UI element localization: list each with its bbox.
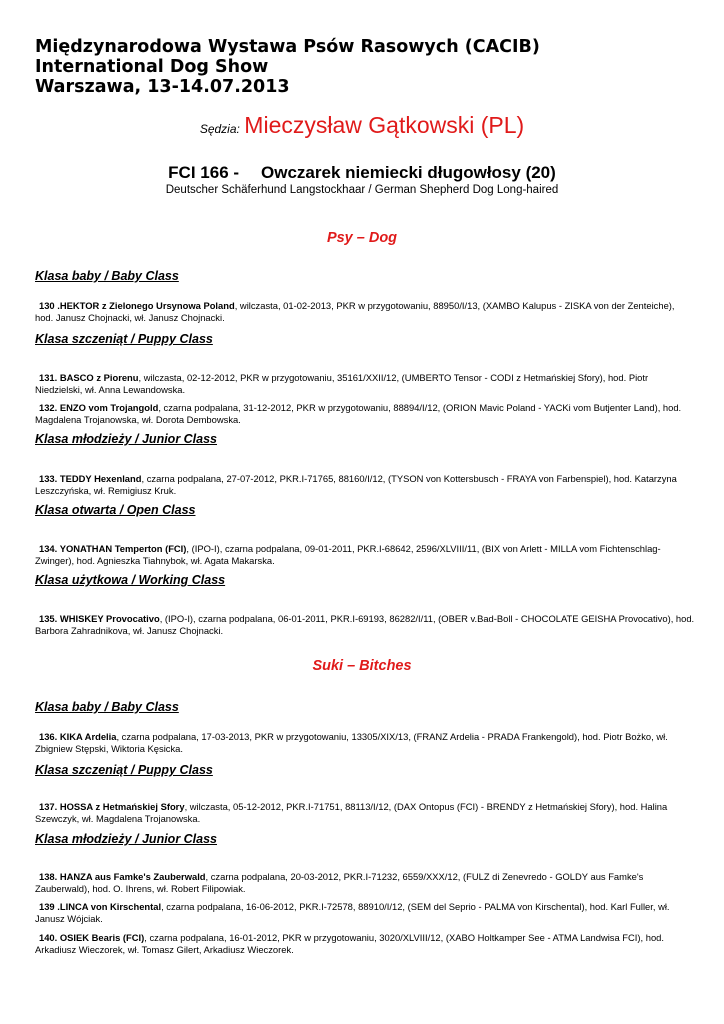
entry-details: , czarna podpalana, 31-12-2012, PKR w przygotowaniu, 88894/I/12, (ORION Mavic Poland - YACKi vom Butjenter Land), hod. Magdalena Trojanowska, wł. Dorota Dembowska. xyxy=(35,402,682,425)
section-title-dogs: Psy – Dog xyxy=(326,230,398,246)
breed-title xyxy=(0,163,724,183)
entry xyxy=(35,801,695,825)
entry-details: , (IPO-I), czarna podpalana, 09-01-2011, PKR.I-68642, 2596/XLVIII/11, (BIX von Arlett - MILLA vom Fichtenschlag-Zwinger), hod. Agnieszka Tiahnybok, wł. Agata Makarska. xyxy=(35,543,661,566)
breed-code: FCI 166 - xyxy=(168,163,240,182)
entry-details: , czarna podpalana, 20-03-2012, PKR.I-71232, 6559/XXX/12, (FULZ di Zenevredo - GOLDY aus Famke's Zauberwald), hod. O. Ihrens, wł. Robert Filipowiak. xyxy=(35,871,644,894)
entry xyxy=(35,613,695,637)
class-title: Klasa młodzieży / Junior Class xyxy=(35,432,218,446)
entry-number: 131. xyxy=(39,372,60,383)
entry xyxy=(35,543,695,567)
class-title: Klasa młodzieży / Junior Class xyxy=(35,832,218,846)
entry xyxy=(35,871,695,895)
dog-name: KIKA Ardelia xyxy=(59,731,117,742)
show-title-pl: Międzynarodowa Wystawa Psów Rasowych (CACIB) xyxy=(35,37,540,57)
class-title: Klasa szczeniąt / Puppy Class xyxy=(35,332,213,346)
entry-details: , wilczasta, 02-12-2012, PKR w przygotowaniu, 35161/XXII/12, (UMBERTO Tensor - CODI z Hetmańskiej Sfory), hod. Piotr Niedzielski, wł. Anna Lewandowska. xyxy=(35,372,649,395)
dog-name: OSIEK Bearis (FCI) xyxy=(59,932,145,943)
class-title: Klasa otwarta / Open Class xyxy=(35,503,196,517)
dog-name: HOSSA z Hetmańskiej Sfory xyxy=(59,801,185,812)
entry-details: , wilczasta, 05-12-2012, PKR.I-71751, 88113/I/12, (DAX Ontopus (FCI) - BRENDY z Hetmańskiej Sfory), hod. Halina Szewczyk, wł. Magdalena Trojanowska. xyxy=(35,801,668,824)
judge-label: Sędzia: xyxy=(199,122,240,136)
dog-name: LINCA von Kirschental xyxy=(59,901,162,912)
entry-number: 130 . xyxy=(39,300,60,311)
class-title: Klasa szczeniąt / Puppy Class xyxy=(35,763,213,777)
entry-details: , czarna podpalana, 16-01-2012, PKR w przygotowaniu, 3020/XLVIII/12, (XABO Holtkamper See - ATMA Landwisa FCI), hod. Arkadiusz Wieczorek, wł. Tomasz Gilert, Arkadiusz Wieczorek. xyxy=(35,932,664,955)
entry xyxy=(35,402,695,426)
entry xyxy=(35,731,695,755)
entry-number: 139 . xyxy=(39,901,60,912)
entry-number: 134. xyxy=(39,543,60,554)
entry xyxy=(35,300,695,324)
dog-name: TEDDY Hexenland xyxy=(59,473,142,484)
entry-details: , czarna podpalana, 16-06-2012, PKR.I-72578, 88910/I/12, (SEM del Seprio - PALMA von Kirschental), hod. Karl Fuller, wł. Janusz Wójciak. xyxy=(35,901,670,924)
entry-number: 137. xyxy=(39,801,60,812)
entry-number: 140. xyxy=(39,932,60,943)
section-title-bitches: Suki – Bitches xyxy=(312,658,412,674)
show-title-en: International Dog Show xyxy=(35,57,269,77)
breed-name: Owczarek niemiecki długowłosy (20) xyxy=(261,163,556,182)
entry-number: 133. xyxy=(39,473,60,484)
entry xyxy=(35,473,695,497)
entry xyxy=(35,901,695,925)
entry-details: , (IPO-I), czarna podpalana, 06-01-2011, PKR.I-69193, 86282/I/11, (OBER v.Bad-Boll - CHOCOLATE GEISHA Provocativo), hod. Barbora Zahradnikova, wł. Janusz Chojnacki. xyxy=(35,613,695,636)
entry xyxy=(35,372,695,396)
entry-details: , czarna podpalana, 17-03-2013, PKR w przygotowaniu, 13305/XIX/13, (FRANZ Ardelia - PRADA Frankengold), hod. Piotr Bożko, wł. Zbigniew Stępski, Wiktoria Kęsicka. xyxy=(35,731,668,754)
dog-name: WHISKEY Provocativo xyxy=(59,613,160,624)
entry xyxy=(35,932,695,956)
dog-name: HEKTOR z Zielonego Ursynowa Poland xyxy=(59,300,235,311)
breed-subtitle: Deutscher Schäferhund Langstockhaar / German Shepherd Dog Long-haired xyxy=(165,184,559,196)
class-title: Klasa baby / Baby Class xyxy=(35,700,179,714)
class-title: Klasa użytkowa / Working Class xyxy=(35,573,226,587)
entry-details: , czarna podpalana, 27-07-2012, PKR.I-71765, 88160/I/12, (TYSON von Kottersbusch - FRAYA von Farbenspiel), hod. Katarzyna Leszczyńska, wł. Remigiusz Kruk. xyxy=(35,473,677,496)
dog-name: HANZA aus Famke's Zauberwald xyxy=(59,871,206,882)
entry-number: 136. xyxy=(39,731,60,742)
dog-name: BASCO z Piorenu xyxy=(59,372,139,383)
entry-number: 132. xyxy=(39,402,60,413)
entry-number: 135. xyxy=(39,613,60,624)
dog-name: YONATHAN Temperton (FCI) xyxy=(59,543,187,554)
judge-line xyxy=(0,112,724,139)
dog-name: ENZO vom Trojangold xyxy=(59,402,159,413)
judge-name: Mieczysław Gątkowski (PL) xyxy=(244,112,525,138)
entry-number: 138. xyxy=(39,871,60,882)
show-location-date: Warszawa, 13-14.07.2013 xyxy=(35,77,290,97)
class-title: Klasa baby / Baby Class xyxy=(35,269,179,283)
entry-details: , wilczasta, 01-02-2013, PKR w przygotowaniu, 88950/I/13, (XAMBO Kalupus - ZISKA von der Zenteiche), hod. Janusz Chojnacki, wł. Janusz Chojnacki. xyxy=(35,300,675,323)
